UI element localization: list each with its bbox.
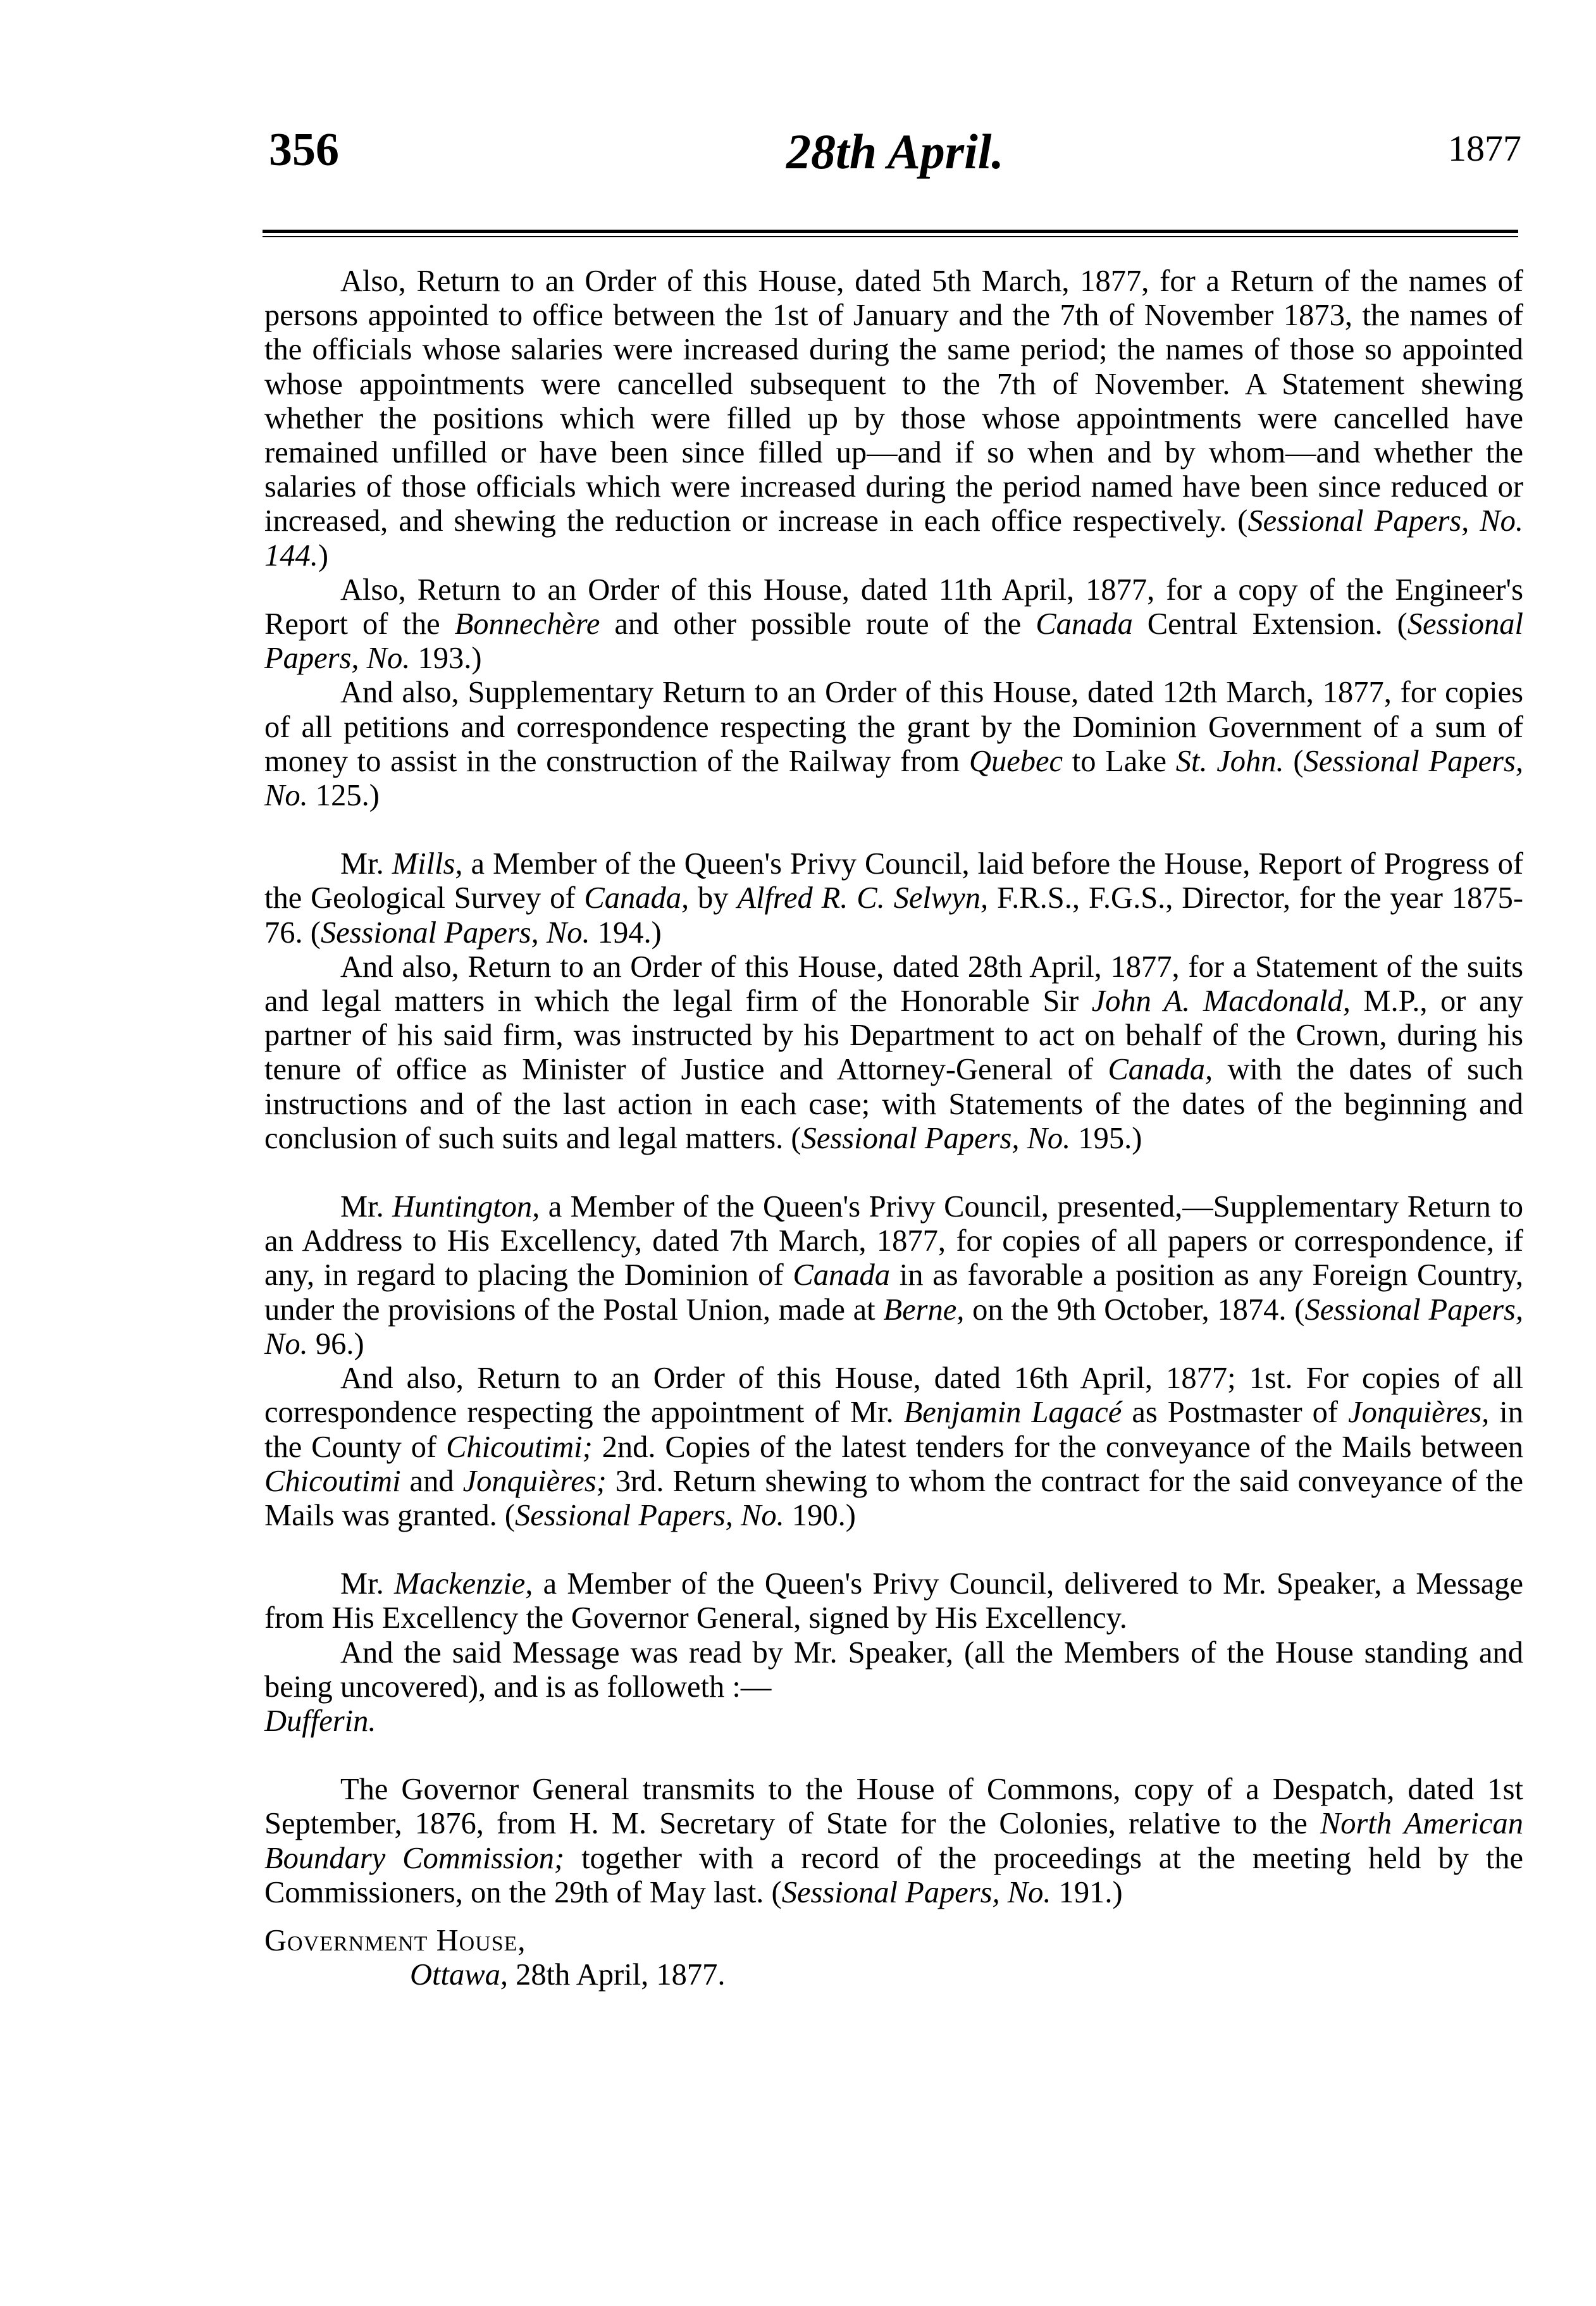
paragraph-return-engineer-report: Also, Return to an Order of this House, dated 11th April, 1877, for a copy of the Engineer's Report of the Bonnechère and other possible route of the Canada Central Extension. (Sessional Papers, No. 193.) bbox=[264, 573, 1523, 676]
header-year: 1877 bbox=[1448, 128, 1521, 169]
paragraph-governor-despatch: The Governor General transmits to the House of Commons, copy of a Despatch, dated 1st September, 1876, from H. M. Secretary of State for the Colonies, relative to the North American Boundary Commission; together with a record of the proceedings at the meeting held by the Commissioners, on the 29th of May last. (Sessional Papers, No. 191.) bbox=[264, 1773, 1523, 1909]
paragraph-return-legal-firm: And also, Return to an Order of this House, dated 28th April, 1877, for a Statement of the suits and legal matters in which the legal firm of the Honorable Sir John A. Macdonald, M.P., or any partner of his said firm, was instructed by his Department to act on behalf of the Crown, during his tenure of office as Minister of Justice and Attorney-General of Canada, with the dates of such instructions and of the last action in each case; with Statements of the dates of the beginning and conclusion of such suits and legal matters. (Sessional Papers, No. 195.) bbox=[264, 950, 1523, 1155]
paragraph-mackenzie-message: Mr. Mackenzie, a Member of the Queen's Privy Council, delivered to Mr. Speaker, a Message from His Excellency the Governor General, signed by His Excellency. bbox=[264, 1567, 1524, 1635]
header-rule bbox=[263, 230, 1518, 237]
paragraph-return-postmaster: And also, Return to an Order of this House, dated 16th April, 1877; 1st. For copies of all correspondence respecting the appointment of Mr. Benjamin Lagacé as Postmaster of Jonquières, in the County of Chicoutimi; 2nd. Copies of the latest tenders for the conveyance of the Mails between Chicoutimi and Jonquières; 3rd. Return shewing to whom the contract for the said conveyance of the Mails was granted. (Sessional Papers, No. 190.) bbox=[264, 1361, 1523, 1532]
paragraph-return-appointments: Also, Return to an Order of this House, dated 5th March, 1877, for a Return of the names of persons appointed to office between the 1st of January and the 7th of November 1873, the names of the officials whose salaries were increased during the same period; the names of those so appointed whose appointments were cancelled subsequent to the 7th of November. A Statement shewing whether the positions which were filled up by those whose appointments were cancelled have remained unfilled or have been since filled up—and if so when and by whom—and whether the salaries of those officials which were increased during the period named have been since reduced or increased, and shewing the reduction or increase in each office respectively. (Sessional Papers, No. 144.) bbox=[264, 264, 1523, 573]
closing-government-house bbox=[264, 1924, 1523, 1958]
header-date: 28th April. bbox=[786, 124, 1004, 179]
journal-body bbox=[264, 264, 1523, 1992]
page-number: 356 bbox=[269, 124, 339, 176]
paragraph-mills-geological-survey: Mr. Mills, a Member of the Queen's Privy Council, laid before the House, Report of Progress of the Geological Survey of Canada, by Alfred R. C. Selwyn, F.R.S., F.G.S., Director, for the year 1875-76. (Sessional Papers, No. 194.) bbox=[264, 847, 1523, 950]
paragraph-supplementary-return-railway: And also, Supplementary Return to an Order of this House, dated 12th March, 1877, for copies of all petitions and correspondence respecting the grant by the Dominion Government of a sum of money to assist in the construction of the Railway from Quebec to Lake St. John. (Sessional Papers, No. 125.) bbox=[264, 676, 1523, 813]
paragraph-message-read: And the said Message was read by Mr. Speaker, (all the Members of the House standing and being uncovered), and is as followeth :— bbox=[264, 1635, 1523, 1704]
paragraph-huntington-postal-union: Mr. Huntington, a Member of the Queen's Privy Council, presented,—Supplementary Return to an Address to His Excellency, dated 7th March, 1877, for copies of all papers or correspondence, if any, in regard to placing the Dominion of Canada in as favorable a position as any Foreign Country, under the provisions of the Postal Union, made at Berne, on the 9th October, 1874. (Sessional Papers, No. 96.) bbox=[264, 1190, 1523, 1361]
page-header bbox=[269, 123, 1521, 199]
signature-dufferin: Dufferin. bbox=[264, 1704, 376, 1738]
closing-place-date: Ottawa, 28th April, 1877. bbox=[410, 1958, 726, 1992]
government-house-label: Government House, bbox=[264, 1923, 526, 1957]
